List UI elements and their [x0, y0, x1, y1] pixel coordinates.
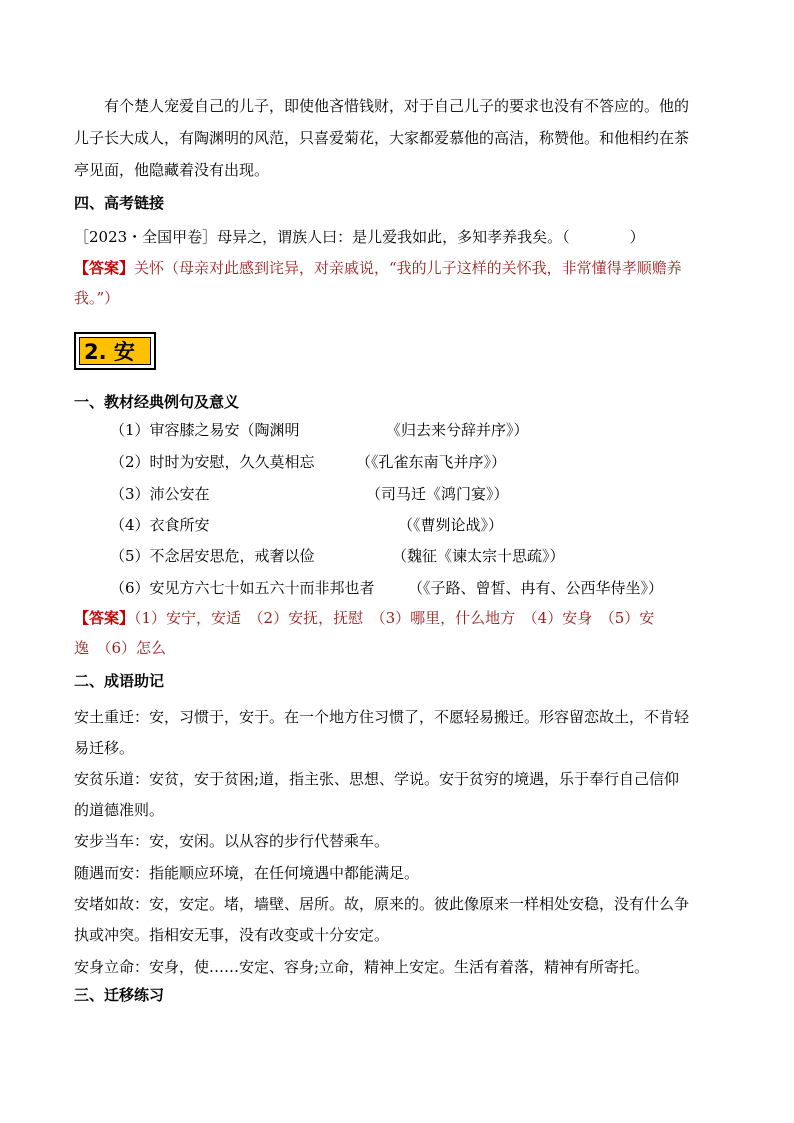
idiom-3-line-1: 安步当车：安，安闲。以从容的步行代替乘车。 — [74, 832, 390, 850]
example-6-source: （《子路、曾皙、冉有、公西华侍坐》） — [408, 579, 664, 597]
example-3-source: （司马迁《鸿门宴》） — [366, 485, 509, 503]
example-4-source: （《曹刿论战》） — [398, 516, 504, 534]
entry-title: 2. 安 — [79, 337, 151, 365]
example-3-text: （3）沛公安在 — [110, 485, 210, 503]
intro-line-2: 儿子长大成人，有陶渊明的风范，只喜爱菊花，大家都爱慕他的高洁，称赞他。和他相约在茶 — [74, 129, 690, 147]
example-2-source: （《孔雀东南飞并序》） — [356, 453, 507, 471]
answer-tag: 【答案】 — [74, 609, 135, 627]
idiom-4-line-1: 随遇而安：指能顺应环境，在任何境遇中都能满足。 — [74, 864, 420, 882]
answer-text: （1）安宁，安适 （2）安抚，抚慰 （3）哪里，什么地方 （4）安身 （5）安 — [134, 609, 655, 627]
idiom-5-line-2: 执或冲突。指相安无事，没有改变或十分安定。 — [74, 926, 390, 944]
idiom-6-line-1: 安身立命：安身，使……安定、容身;立命，精神上安定。生活有着落，精神有所寄托。 — [74, 958, 650, 976]
section4-answer-line-2: 我。”） — [74, 289, 120, 307]
answer-tag: 【答案】 — [74, 259, 135, 277]
sec1-answer-line-2: 逸 （6）怎么 — [74, 639, 167, 657]
idiom-1-line-1: 安土重迁：安，习惯于，安于。在一个地方住习惯了，不愿轻易搬迁。形容留恋故土，不肯轻 — [74, 708, 690, 726]
sec2-heading: 二、成语助记 — [74, 672, 165, 690]
section4-question: ［2023・全国甲卷］母异之，谓族人曰：是儿爱我如此，多知孝养我矣。（ ） — [74, 228, 645, 246]
idiom-5-line-1: 安堵如故：安，安定。堵，墙壁、居所。故，原来的。彼此像原来一样相处安稳，没有什么争 — [74, 895, 690, 913]
sec3-heading: 三、迁移练习 — [74, 986, 165, 1004]
example-6-text: （6）安见方六七十如五六十而非邦也者 — [110, 579, 375, 597]
intro-line-3: 亭见面，他隐藏着没有出现。 — [74, 161, 270, 179]
section4-heading: 四、高考链接 — [74, 194, 165, 212]
sec1-answer-line-1 — [74, 608, 724, 628]
example-4-text: （4）衣食所安 — [110, 516, 210, 534]
sec1-heading: 一、教材经典例句及意义 — [74, 393, 240, 411]
section4-answer-line-1 — [74, 258, 724, 278]
idiom-2-line-1: 安贫乐道：安贫，安于贫困;道，指主张、思想、学说。安于贫穷的境遇，乐于奉行自己信仰 — [74, 770, 680, 788]
entry-title-box — [74, 332, 156, 370]
example-1-text: （1）审容膝之易安（陶渊明 — [110, 421, 300, 439]
example-5-source: （魏征《谏太宗十思疏》） — [392, 547, 565, 565]
example-1-source: 《归去来兮辞并序》） — [386, 421, 529, 439]
intro-line-1: 有个楚人宠爱自己的儿子，即使他吝惜钱财，对于自己儿子的要求也没有不答应的。他的 — [104, 97, 690, 115]
idiom-2-line-2: 的道德准则。 — [74, 801, 165, 819]
idiom-1-line-2: 易迁移。 — [74, 739, 135, 757]
example-2-text: （2）时时为安慰，久久莫相忘 — [110, 453, 315, 471]
example-5-text: （5）不念居安思危，戒奢以俭 — [110, 547, 315, 565]
answer-text: 关怀（母亲对此感到诧异，对亲戚说，“我的儿子这样的关怀我，非常懂得孝顺赡养 — [134, 259, 682, 277]
